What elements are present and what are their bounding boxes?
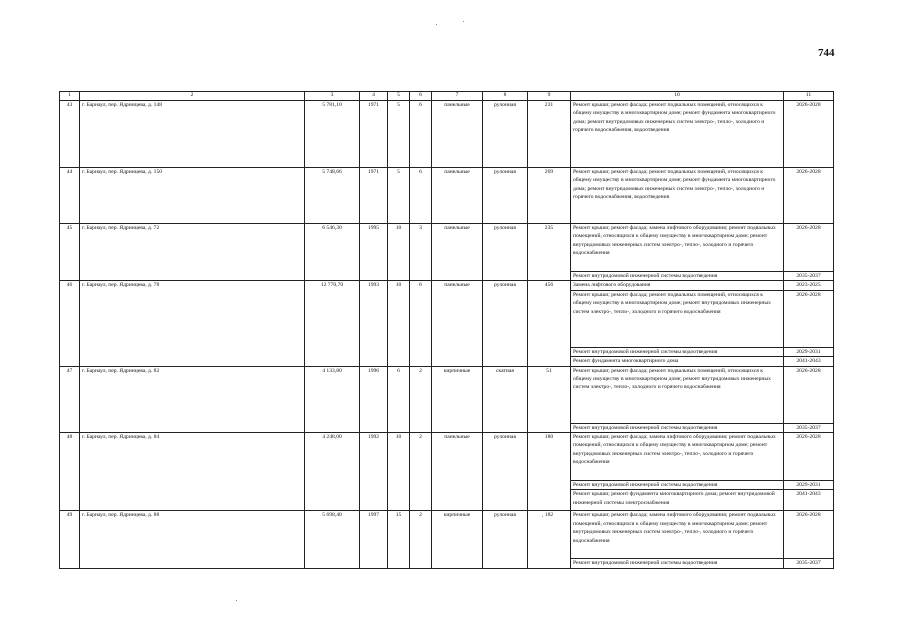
- work-description-cell: Ремонт внутридомовой инженерной системы водоотведения: [571, 559, 784, 568]
- floors-cell: 15: [388, 511, 410, 568]
- work-description-cell: Ремонт внутридомовой инженерной системы водоотведения: [571, 347, 784, 356]
- wall-material-cell: кирпичные: [432, 366, 483, 432]
- floors-cell: 5: [388, 168, 410, 224]
- wall-material-cell: панельные: [432, 281, 483, 366]
- work-period-cell: 2029-2031: [784, 481, 834, 490]
- entrances-cell: 2: [410, 433, 432, 511]
- repair-schedule-table: [59, 91, 834, 569]
- work-description-cell: Замена лифтового оборудования: [571, 281, 784, 290]
- table-row: [60, 511, 834, 559]
- address-cell: г. Барнаул, пер. Ядринцева, д. 72: [80, 224, 305, 281]
- table-row: [60, 168, 834, 224]
- column-number-1: 1: [60, 92, 80, 101]
- row-number: 47: [60, 366, 80, 432]
- total-area-cell: 6 546,30: [305, 224, 360, 281]
- total-area-cell: 12 770,70: [305, 281, 360, 366]
- work-description-cell: Ремонт крыши; ремонт фасада; ремонт подвальных помещений, относящихся к общему имуществу в многоквартирном доме; ремонт внутридомовых инженерных систем электро-, тепло-, холодного и горячего водоснабжения: [571, 366, 784, 423]
- row-number: 44: [60, 168, 80, 224]
- work-period-cell: 2026-2028: [784, 366, 834, 423]
- table-row: [60, 224, 834, 272]
- address-cell: г. Барнаул, пер. Ядринцева, д. 150: [80, 168, 305, 224]
- table-row: [60, 366, 834, 423]
- roof-type-cell: рулонная: [483, 281, 528, 366]
- wall-material-cell: кирпичные: [432, 511, 483, 568]
- wall-material-cell: панельные: [432, 168, 483, 224]
- row-number: 45: [60, 224, 80, 281]
- work-period-cell: 2029-2031: [784, 347, 834, 356]
- build-year-cell: 1995: [360, 224, 388, 281]
- column-number-11: 11: [784, 92, 834, 101]
- work-description-cell: Ремонт крыши; ремонт фасада; замена лифтового оборудования; ремонт подвальных помещений, относящихся к общему имуществу в многоквартирном доме; ремонт внутридомовых инженерных систем электро-, тепло-, холодного и горячего водоснабжения: [571, 433, 784, 481]
- entrances-cell: 3: [410, 224, 432, 281]
- work-period-cell: 2026-2028: [784, 168, 834, 224]
- work-period-cell: 2026-2028: [784, 224, 834, 272]
- column-number-9: 9: [528, 92, 571, 101]
- floors-cell: 10: [388, 433, 410, 511]
- work-period-cell: 2035-2037: [784, 272, 834, 281]
- work-period-cell: 2026-2028: [784, 101, 834, 168]
- total-area-cell: 5 781,10: [305, 101, 360, 168]
- entrances-cell: 2: [410, 511, 432, 568]
- work-period-cell: 2035-2037: [784, 423, 834, 432]
- work-description-cell: Ремонт крыши; ремонт фасада; ремонт подвальных помещений, относящихся к общему имуществу в многоквартирном доме; ремонт внутридомовых инженерных систем электро-, тепло-, холодного и горячего водоснабжения: [571, 290, 784, 347]
- build-year-cell: 1971: [360, 101, 388, 168]
- scan-speck: [436, 24, 437, 25]
- address-cell: г. Барнаул, пер. Ядринцева, д. 88: [80, 511, 305, 568]
- roof-type-cell: рулонная: [483, 433, 528, 511]
- address-cell: г. Барнаул, пер. Ядринцева, д. 148: [80, 101, 305, 168]
- total-area-cell: 4 248,00: [305, 433, 360, 511]
- roof-type-cell: рулонная: [483, 168, 528, 224]
- scan-speck: [463, 21, 464, 22]
- column-number-2: 2: [80, 92, 305, 101]
- work-period-cell: 2026-2028: [784, 511, 834, 559]
- residents-cell: 456: [528, 281, 571, 366]
- work-description-cell: Ремонт крыши; ремонт фасада; ремонт подвальных помещений, относящихся к общему имуществу в многоквартирном доме; ремонт фундамента многоквартирного дома; ремонт внутридомовых инженерных систем электро-, тепло-, холодного и горячего водоснабжения, водоотведения: [571, 168, 784, 224]
- work-description-cell: Ремонт крыши; ремонт фасада; замена лифтового оборудования; ремонт подвальных помещений, относящихся к общему имуществу в многоквартирном доме; ремонт внутридомовых инженерных систем электро-, тепло-, холодного и горячего водоснабжения: [571, 224, 784, 272]
- wall-material-cell: панельные: [432, 224, 483, 281]
- column-number-10: 10: [571, 92, 784, 101]
- roof-type-cell: рулонная: [483, 224, 528, 281]
- row-number: 49: [60, 511, 80, 568]
- wall-material-cell: панельные: [432, 101, 483, 168]
- work-description-cell: Ремонт крыши; ремонт фасада; замена лифтового оборудования; ремонт подвальных помещений, относящихся к общему имуществу в многоквартирном доме; ремонт внутридомовых инженерных систем электро-, тепло-, холодного и горячего водоснабжения: [571, 511, 784, 559]
- entrances-cell: 6: [410, 168, 432, 224]
- address-cell: г. Барнаул, пер. Ядринцева, д. 82: [80, 366, 305, 432]
- build-year-cell: 1993: [360, 281, 388, 366]
- total-area-cell: 4 133,80: [305, 366, 360, 432]
- entrances-cell: 6: [410, 281, 432, 366]
- floors-cell: 10: [388, 224, 410, 281]
- build-year-cell: 1996: [360, 366, 388, 432]
- residents-cell: 235: [528, 224, 571, 281]
- residents-cell: 51: [528, 366, 571, 432]
- table-row: [60, 101, 834, 168]
- work-description-cell: Ремонт крыши; ремонт фасада; ремонт подвальных помещений, относящихся к общему имуществу в многоквартирном доме; ремонт фундамента многоквартирного дома; ремонт внутридомовых инженерных систем электро-, тепло-, холодного и горячего водоснабжения, водоотведения: [571, 101, 784, 168]
- residents-cell: 269: [528, 168, 571, 224]
- build-year-cell: 1992: [360, 433, 388, 511]
- wall-material-cell: панельные: [432, 433, 483, 511]
- work-description-cell: Ремонт крыши; ремонт фундамента многоквартирного дома; ремонт внутридомовой инженерной системы электроснабжения: [571, 490, 784, 511]
- address-cell: г. Барнаул, пер. Ядринцева, д. 84: [80, 433, 305, 511]
- residents-cell: 231: [528, 101, 571, 168]
- residents-cell: 180: [528, 433, 571, 511]
- column-number-7: 7: [432, 92, 483, 101]
- floors-cell: 5: [388, 101, 410, 168]
- row-number: 46: [60, 281, 80, 366]
- build-year-cell: 1997: [360, 511, 388, 568]
- total-area-cell: 5 698,40: [305, 511, 360, 568]
- work-period-cell: 2023-2025: [784, 281, 834, 290]
- residents-cell: 182: [528, 511, 571, 568]
- row-number: 43: [60, 101, 80, 168]
- work-period-cell: 2026-2028: [784, 290, 834, 347]
- column-number-5: 5: [388, 92, 410, 101]
- roof-type-cell: рулонная: [483, 511, 528, 568]
- roof-type-cell: рулонная: [483, 101, 528, 168]
- work-description-cell: Ремонт внутридомовой инженерной системы водоотведения: [571, 272, 784, 281]
- work-description-cell: Ремонт внутридомовой инженерной системы водоотведения: [571, 423, 784, 432]
- work-description-cell: Ремонт фундамента многоквартирного дома: [571, 357, 784, 366]
- address-cell: г. Барнаул, пер. Ядринцева, д. 78: [80, 281, 305, 366]
- column-number-4: 4: [360, 92, 388, 101]
- table-row: [60, 433, 834, 481]
- scan-speck: [236, 600, 237, 601]
- entrances-cell: 2: [410, 366, 432, 432]
- column-number-3: 3: [305, 92, 360, 101]
- build-year-cell: 1971: [360, 168, 388, 224]
- work-period-cell: 2041-2043: [784, 357, 834, 366]
- entrances-cell: 6: [410, 101, 432, 168]
- floors-cell: 10: [388, 281, 410, 366]
- column-number-row: [60, 92, 834, 101]
- work-period-cell: 2041-2043: [784, 490, 834, 511]
- floors-cell: 6: [388, 366, 410, 432]
- page-number: 744: [818, 47, 835, 59]
- table-row: [60, 281, 834, 290]
- column-number-6: 6: [410, 92, 432, 101]
- work-period-cell: 2035-2037: [784, 559, 834, 568]
- total-area-cell: 5 748,66: [305, 168, 360, 224]
- row-number: 48: [60, 433, 80, 511]
- roof-type-cell: скатная: [483, 366, 528, 432]
- work-period-cell: 2026-2028: [784, 433, 834, 481]
- column-number-8: 8: [483, 92, 528, 101]
- work-description-cell: Ремонт внутридомовой инженерной системы водоотведения: [571, 481, 784, 490]
